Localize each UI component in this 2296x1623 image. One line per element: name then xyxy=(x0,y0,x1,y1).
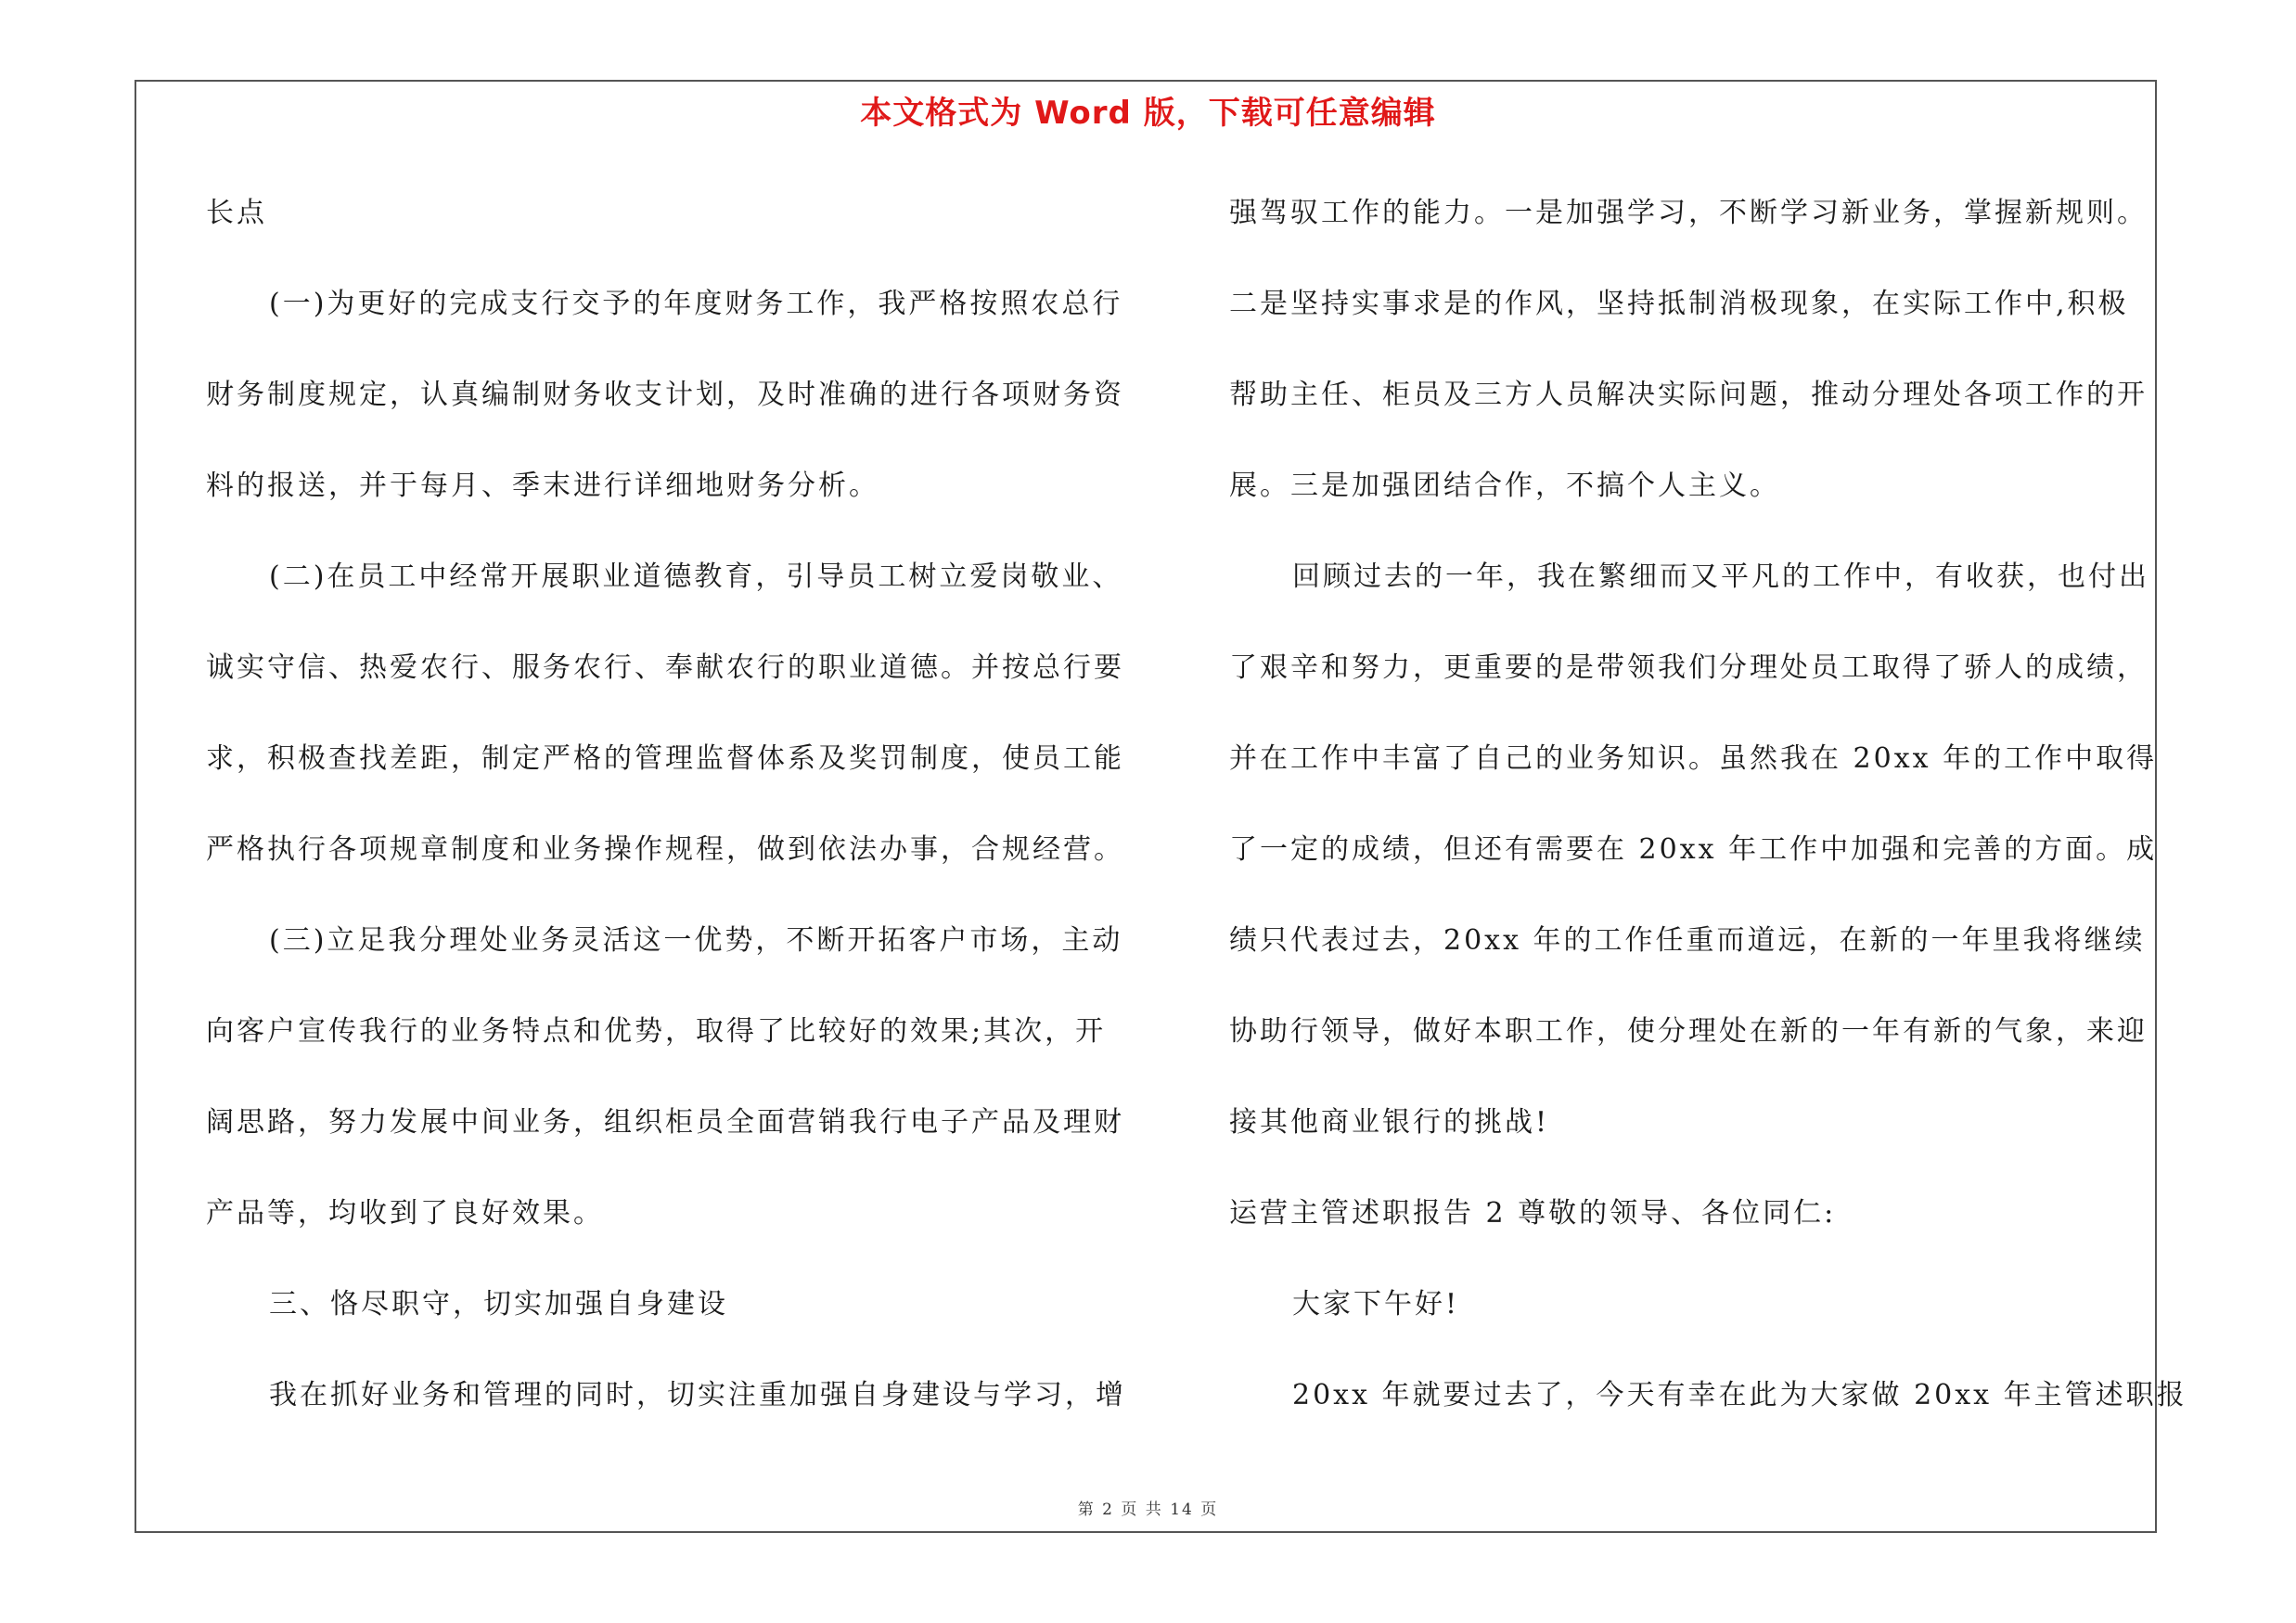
text-line: 20xx 年就要过去了，今天有幸在此为大家做 20xx 年主管述职报 xyxy=(1292,1379,2187,1411)
text-line: 阔思路，努力发展中间业务，组织柜员全面营销我行电子产品及理财 xyxy=(206,1106,1124,1139)
text-line: 大家下午好! xyxy=(1292,1288,1460,1320)
text-line: 三、恪尽职守，切实加强自身建设 xyxy=(269,1288,728,1320)
text-line: 强驾驭工作的能力。一是加强学习，不断学习新业务，掌握新规则。 xyxy=(1229,197,2148,229)
text-line: 展。三是加强团结合作，不搞个人主义。 xyxy=(1229,470,1780,502)
text-line: 回顾过去的一年，我在繁细而又平凡的工作中，有收获，也付出 xyxy=(1292,560,2149,593)
page-number-footer: 第 2 页 共 14 页 xyxy=(1077,1501,1219,1519)
text-line: 运营主管述职报告 2 尊敬的领导、各位同仁: xyxy=(1229,1197,1837,1230)
text-line: 求，积极查找差距，制定严格的管理监督体系及奖罚制度，使员工能 xyxy=(206,742,1124,775)
text-line: 接其他商业银行的挑战! xyxy=(1229,1106,1550,1139)
text-line: 产品等，均收到了良好效果。 xyxy=(206,1197,604,1230)
text-line: 长点 xyxy=(206,197,267,229)
text-line: 料的报送，并于每月、季末进行详细地财务分析。 xyxy=(206,470,879,502)
text-line: 了一定的成绩，但还有需要在 20xx 年工作中加强和完善的方面。成 xyxy=(1229,833,2158,866)
text-line: (三)立足我分理处业务灵活这一优势，不断开拓客户市场，主动 xyxy=(269,924,1123,957)
left-text-column xyxy=(206,186,1152,1459)
text-line: 协助行领导，做好本职工作，使分理处在新的一年有新的气象，来迎 xyxy=(1229,1015,2148,1048)
text-line: 财务制度规定，认真编制财务收支计划，及时准确的进行各项财务资 xyxy=(206,379,1124,411)
text-line: (一)为更好的完成支行交予的年度财务工作，我严格按照农总行 xyxy=(269,288,1123,320)
text-line: 严格执行各项规章制度和业务操作规程，做到依法办事，合规经营。 xyxy=(206,833,1124,866)
text-line: (二)在员工中经常开展职业道德教育，引导员工树立爱岗敬业、 xyxy=(269,560,1123,593)
text-line: 我在抓好业务和管理的同时，切实注重加强自身建设与学习，增 xyxy=(269,1379,1126,1411)
text-line: 并在工作中丰富了自己的业务知识。虽然我在 20xx 年的工作中取得 xyxy=(1229,742,2158,775)
text-line: 二是坚持实事求是的作风，坚持抵制消极现象，在实际工作中,积极 xyxy=(1229,288,2129,320)
text-line: 帮助主任、柜员及三方人员解决实际问题，推动分理处各项工作的开 xyxy=(1229,379,2148,411)
text-line: 诚实守信、热爱农行、服务农行、奉献农行的职业道德。并按总行要 xyxy=(206,651,1124,684)
text-line: 绩只代表过去，20xx 年的工作任重而道远，在新的一年里我将继续 xyxy=(1229,924,2146,957)
text-line: 了艰辛和努力，更重要的是带领我们分理处员工取得了骄人的成绩， xyxy=(1229,651,2148,684)
format-banner: 本文格式为 Word 版，下载可任意编辑 xyxy=(860,95,1436,132)
text-line: 向客户宣传我行的业务特点和优势，取得了比较好的效果;其次，开 xyxy=(206,1015,1107,1048)
right-text-column xyxy=(1229,186,2187,1459)
